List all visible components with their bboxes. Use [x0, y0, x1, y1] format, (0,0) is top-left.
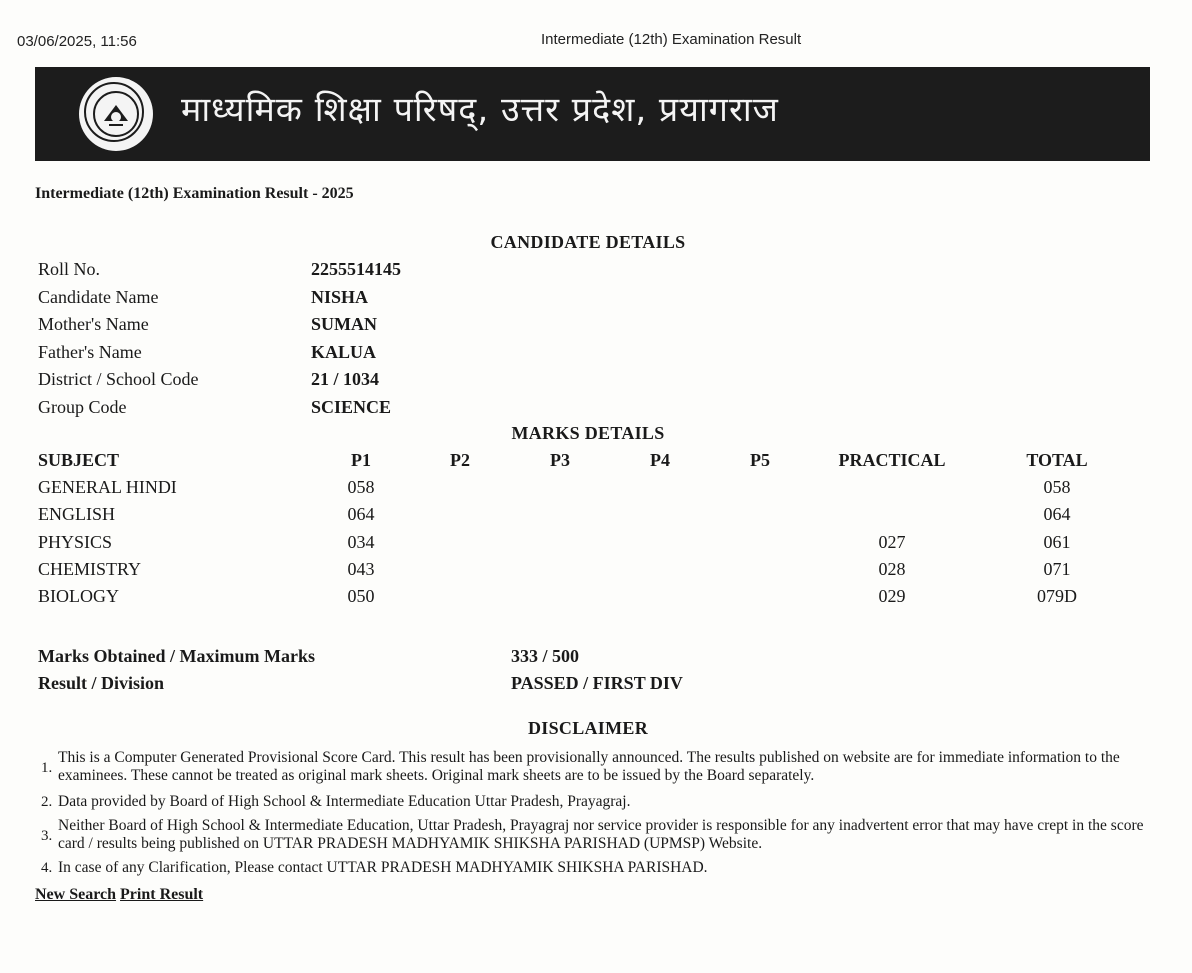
candidate-field-value: KALUA: [311, 342, 377, 362]
result-title: Intermediate (12th) Examination Result - 2025: [35, 185, 354, 202]
marks-cell-p1: 034: [347, 532, 375, 552]
marks-column-header: P4: [650, 450, 670, 470]
marks-cell-total: 064: [1043, 504, 1071, 524]
disclaimer-number: 2.: [41, 794, 53, 810]
result-division-label: Result / Division: [38, 673, 165, 693]
subject-name: BIOLOGY: [38, 586, 119, 606]
candidate-field-value: 2255514145: [311, 259, 401, 279]
candidate-field-label: Mother's Name: [38, 314, 149, 334]
marks-column-header: SUBJECT: [38, 450, 120, 470]
marks-column-header: P1: [351, 450, 371, 470]
result-division-value: PASSED / FIRST DIV: [511, 673, 683, 693]
marks-column-header: PRACTICAL: [838, 450, 946, 470]
marks-column-header: P3: [550, 450, 570, 470]
candidate-field-label: Father's Name: [38, 342, 142, 362]
marks-obtained-label: Marks Obtained / Maximum Marks: [38, 646, 315, 666]
disclaimer-number: 1.: [41, 760, 53, 776]
candidate-field-value: 21 / 1034: [311, 369, 380, 389]
candidate-field-value: SCIENCE: [311, 397, 392, 417]
marks-column-header: P2: [450, 450, 470, 470]
subject-name: PHYSICS: [38, 532, 113, 552]
board-seal-logo: [79, 77, 153, 151]
marks-column-header: P5: [750, 450, 770, 470]
candidate-field-value: SUMAN: [311, 314, 377, 334]
marks-cell-p1: 058: [347, 477, 375, 497]
marks-cell-p1: 064: [347, 504, 375, 524]
marks-cell-p1: 050: [347, 586, 375, 606]
marks-cell-total: 079D: [1037, 586, 1077, 606]
marks-cell-practical: 029: [878, 586, 906, 606]
disclaimer-number: 4.: [41, 860, 53, 876]
disclaimer-text: Neither Board of High School & Intermediate Education, Uttar Pradesh, Prayagraj nor service provider is responsible for any inadvertent error that may have crept in the score card / results being published on UTTAR PRADESH MADHYAMIK SHIKSHA PARISHAD (UPMSP) Website.: [58, 817, 1144, 852]
marks-cell-total: 071: [1043, 559, 1071, 579]
marks-column-header: TOTAL: [1026, 450, 1088, 470]
new-search-link[interactable]: New Search: [35, 886, 117, 903]
candidate-field-label: District / School Code: [38, 369, 199, 389]
marks-details-heading: MARKS DETAILS: [511, 423, 665, 443]
candidate-details-heading: CANDIDATE DETAILS: [490, 232, 686, 252]
print-doc-title: Intermediate (12th) Examination Result: [541, 31, 802, 48]
board-name: माध्यमिक शिक्षा परिषद्, उत्तर प्रदेश, प्रयागराज: [181, 90, 779, 130]
result-links: [35, 886, 203, 904]
disclaimer-number: 3.: [41, 828, 53, 844]
disclaimer-heading: DISCLAIMER: [527, 718, 649, 738]
board-banner: [35, 67, 1150, 161]
marks-cell-practical: 027: [878, 532, 906, 552]
marks-cell-total: 061: [1043, 532, 1071, 552]
disclaimer-text: This is a Computer Generated Provisional Score Card. This result has been provisionally announced. The results published on website are for immediate information to the examinees. These cannot be treated as original mark sheets. Original mark sheets are to be issued by the Board separately.: [58, 749, 1120, 784]
print-datetime: 03/06/2025, 11:56: [17, 33, 137, 50]
subject-name: ENGLISH: [38, 504, 115, 524]
subject-name: CHEMISTRY: [38, 559, 142, 579]
candidate-field-label: Candidate Name: [38, 287, 159, 307]
marks-cell-total: 058: [1043, 477, 1071, 497]
print-result-link[interactable]: Print Result: [120, 886, 204, 903]
marks-obtained-value: 333 / 500: [511, 646, 580, 666]
marks-cell-practical: 028: [878, 559, 906, 579]
subject-name: GENERAL HINDI: [38, 477, 177, 497]
candidate-field-value: NISHA: [311, 287, 369, 307]
marks-cell-p1: 043: [347, 559, 375, 579]
candidate-field-label: Group Code: [38, 397, 127, 417]
disclaimer-text: In case of any Clarification, Please contact UTTAR PRADESH MADHYAMIK SHIKSHA PARISHAD.: [58, 859, 708, 876]
disclaimer-text: Data provided by Board of High School & Intermediate Education Uttar Pradesh, Prayagraj.: [58, 793, 631, 810]
candidate-field-label: Roll No.: [38, 259, 101, 279]
